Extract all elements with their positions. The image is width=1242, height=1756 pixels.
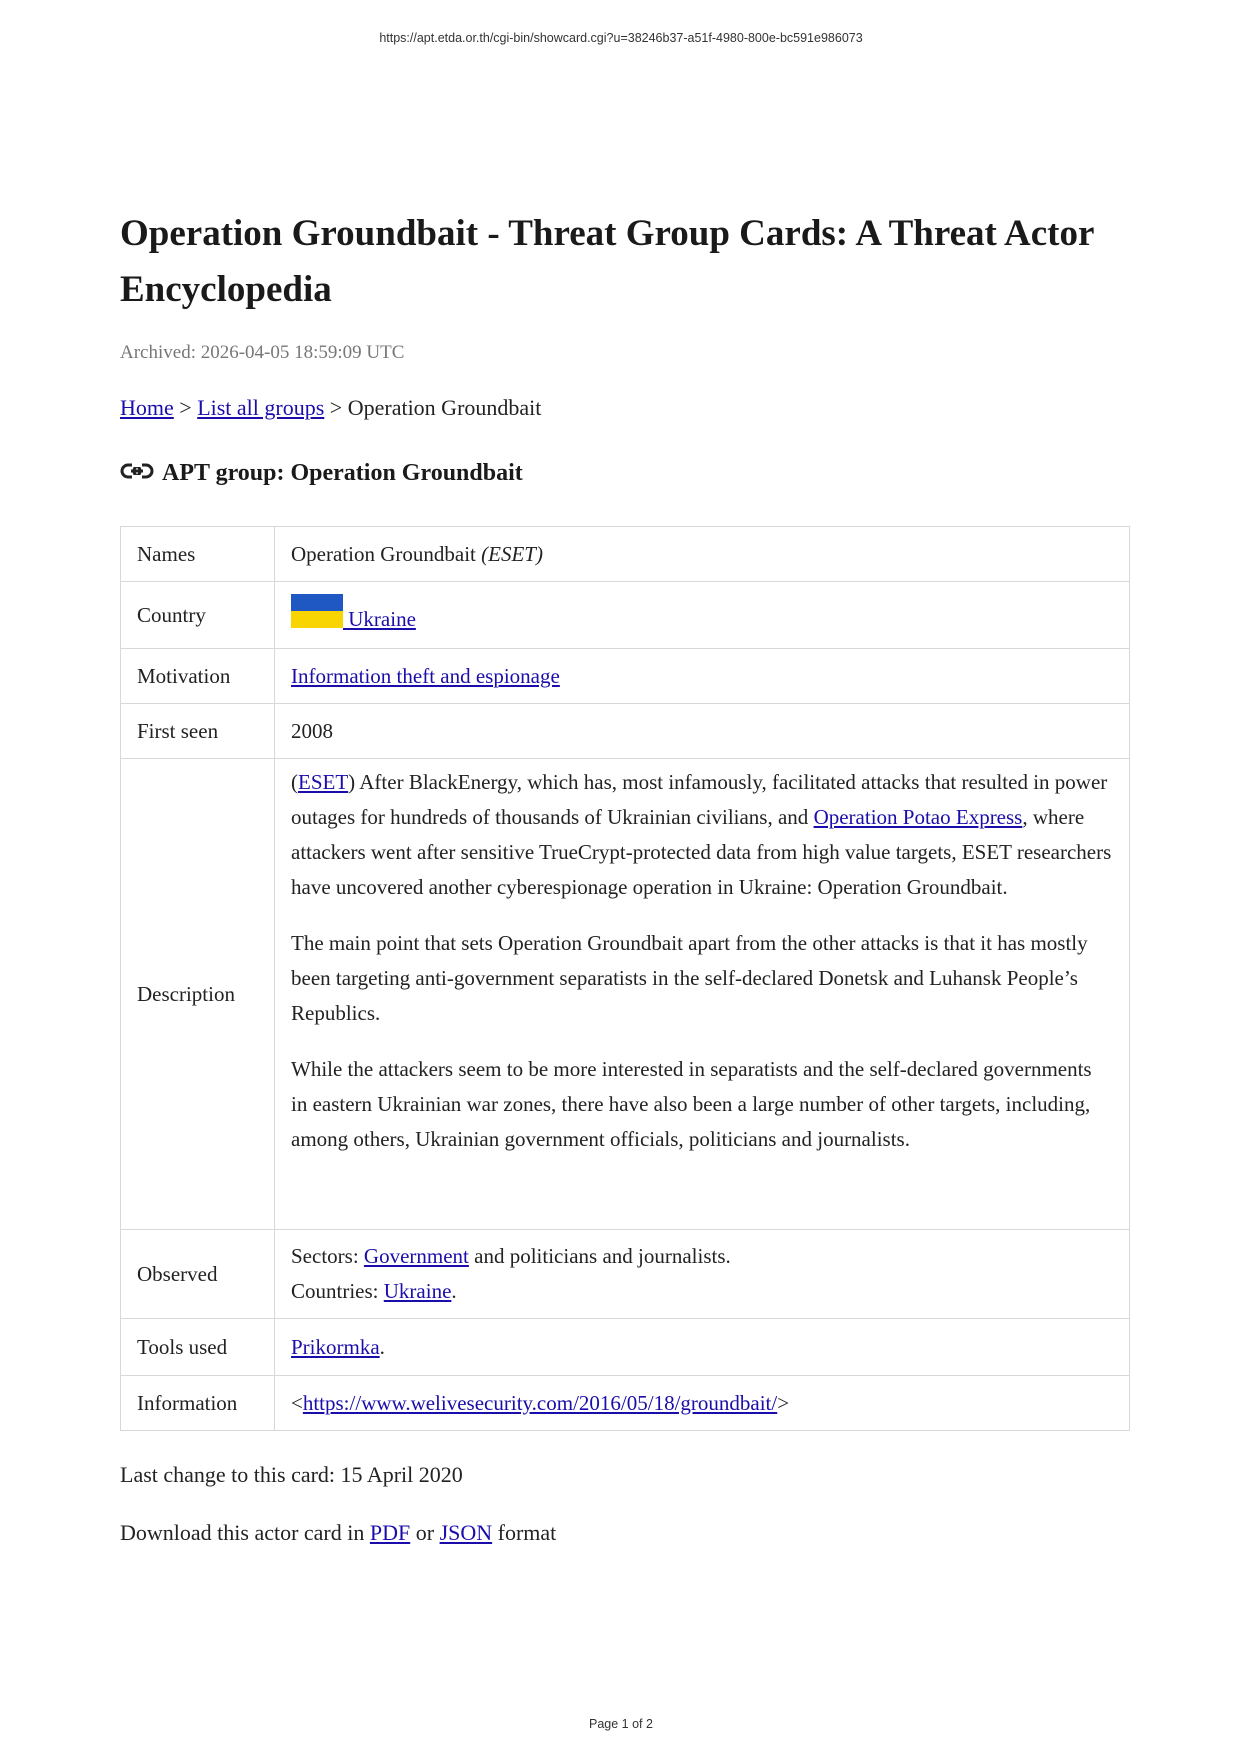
download-suffix: format (492, 1520, 557, 1545)
names-value (275, 527, 1130, 582)
observed-countries-prefix: Countries: (291, 1279, 384, 1303)
last-change-text: Last change to this card: 15 April 2020 (120, 1462, 463, 1487)
tools-used-label: Tools used (121, 1319, 275, 1376)
page-number-footer: Page 1 of 2 (589, 1717, 653, 1731)
country-value (275, 582, 1130, 649)
actor-card-table (120, 526, 1130, 1431)
download-pdf-link[interactable]: PDF (369, 1520, 411, 1545)
download-middle: or (410, 1520, 440, 1545)
apt-group-heading-text: APT group: Operation Groundbait (162, 460, 523, 486)
description-eset-link[interactable]: ESET (298, 770, 349, 794)
country-ukraine-link[interactable] (291, 607, 416, 631)
table-row-observed (121, 1230, 1130, 1319)
description-paragraph: The main point that sets Operation Groundbait apart from the other attacks is that it has mostly been targeting anti-government separatists in the self-declared Donetsk and Luhansk People’s Republics. (291, 931, 1088, 1025)
table-row-first-seen (121, 704, 1130, 759)
information-value (275, 1376, 1130, 1431)
description-operation-potao-express-link[interactable]: Operation Potao Express (813, 805, 1023, 829)
table-row-information (121, 1376, 1130, 1431)
observed-value (275, 1230, 1130, 1319)
info-open: < (291, 1390, 303, 1415)
table-row-names (121, 527, 1130, 582)
download-prefix: Download this actor card in (120, 1520, 370, 1545)
breadcrumb (120, 395, 541, 421)
apt-group-heading (120, 460, 523, 491)
observed-countries-suffix: . (451, 1279, 457, 1303)
description-paragraph: While the attackers seem to be more interested in separatists and the self-declared governments in eastern Ukrainian war zones, there have also been a large number of other targets, including, among others, Ukrainian government officials, politicians and journalists. (291, 1057, 1092, 1151)
breadcrumb-home-link[interactable]: Home (120, 395, 174, 420)
observed-ukraine-link[interactable]: Ukraine (383, 1279, 452, 1303)
description-paragraph (291, 765, 1113, 905)
table-row-tools-used (121, 1319, 1130, 1376)
country-ukraine-text: Ukraine (343, 606, 416, 631)
information-welivesecurity-link[interactable]: https://www.welivesecurity.com/2016/05/18/groundbait/ (302, 1390, 778, 1415)
page-title: Operation Groundbait - Threat Group Cards: A Threat Actor Encyclopedia (120, 213, 1094, 310)
info-close: > (777, 1390, 790, 1415)
tools-used-value (275, 1319, 1130, 1376)
breadcrumb-separator: > (324, 395, 348, 420)
desc-text: ) After BlackEnergy, which has, most infamously, facilitated attacks that resulted in power outages for hundreds of thousands of Ukrainian civilians, and (291, 770, 1108, 829)
breadcrumb-current: Operation Groundbait (347, 395, 542, 420)
names-label: Names (121, 527, 275, 582)
first-seen-label: First seen (121, 704, 275, 759)
download-json-link[interactable]: JSON (439, 1520, 493, 1545)
table-row-country (121, 582, 1130, 649)
breadcrumb-list-all-groups-link[interactable]: List all groups (197, 395, 325, 420)
motivation-link[interactable]: Information theft and espionage (291, 663, 560, 688)
download-line (120, 1520, 556, 1546)
observed-sectors-prefix: Sectors: (291, 1244, 364, 1268)
table-row-description (121, 759, 1130, 1230)
observed-sectors-suffix: and politicians and journalists. (468, 1244, 731, 1268)
motivation-label: Motivation (121, 649, 275, 704)
observed-government-link[interactable]: Government (363, 1244, 469, 1268)
information-label: Information (121, 1376, 275, 1431)
country-label: Country (121, 582, 275, 649)
ukraine-flag-icon (291, 594, 343, 628)
table-row-motivation (121, 649, 1130, 704)
breadcrumb-separator: > (173, 395, 198, 420)
tools-prikormka-link[interactable]: Prikormka (291, 1334, 380, 1359)
print-header-url: https://apt.etda.or.th/cgi-bin/showcard.cgi?u=38246b37-a51f-4980-800e-bc591e986073 (379, 31, 863, 45)
first-seen-value: 2008 (275, 704, 1130, 759)
description-label: Description (121, 759, 275, 1230)
tools-suffix: . (379, 1334, 385, 1359)
desc-text: ( (291, 770, 298, 794)
names-text: Operation Groundbait (291, 541, 482, 566)
desc-text: , where attackers went after sensitive TrueCrypt-protected data from high value targets, ESET researchers have uncovered another cyberespionage operation in Ukraine: Operation Groundbait. (291, 805, 1112, 899)
link-icon[interactable] (120, 460, 156, 491)
names-source: (ESET) (481, 541, 543, 566)
archived-timestamp: Archived: 2026-04-05 18:59:09 UTC (120, 342, 405, 363)
observed-label: Observed (121, 1230, 275, 1319)
description-value (275, 759, 1130, 1230)
